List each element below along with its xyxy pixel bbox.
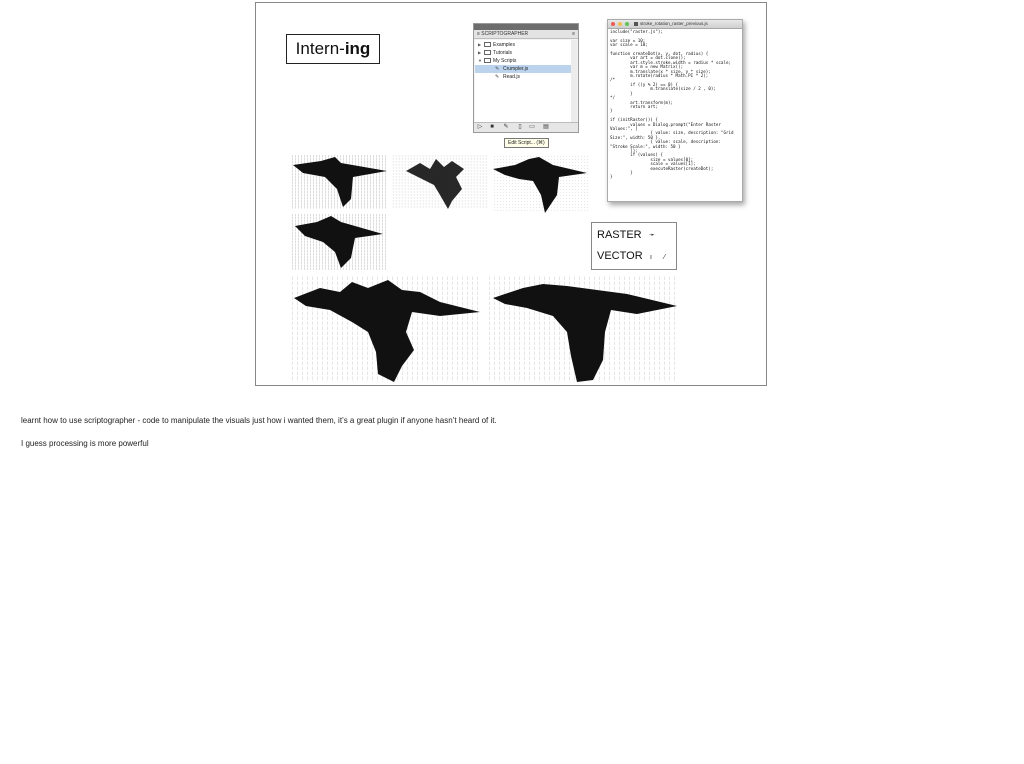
palette-scrollbar[interactable] [571,40,577,124]
folder-icon [484,58,491,63]
vector-art-panel-large-2 [487,276,677,382]
list-item-my-scripts[interactable] [478,57,570,65]
raster-art-panel-3 [493,155,589,213]
list-item-label: Tutorials [493,50,512,56]
raster-vector-legend [591,222,677,270]
vector-art-panel-large-1 [290,276,480,382]
vector-tick-icon: ı [650,254,652,261]
palette-title: ≡ SCRIPTOGRAPHER [477,31,529,37]
folder-icon [484,42,491,47]
list-item-examples[interactable] [478,41,570,49]
new-file-icon[interactable]: ▯ [518,124,522,130]
raster-art-panel-4 [291,214,387,270]
raster-art-panel-1 [291,155,387,209]
stop-icon[interactable]: ■ [490,124,494,130]
list-item-label: Crumpler.js [503,66,529,72]
edit-script-tooltip: Edit Script... (⌘) [504,138,549,148]
code-filename: stroke_rotation_raster_previous.js [640,21,708,26]
expand-triangle-icon[interactable]: ▶ [478,50,482,55]
list-item-label: Read.js [503,74,520,80]
palette-tab[interactable] [474,30,578,39]
slide-canvas [255,2,767,386]
slide-title [286,34,380,64]
script-pen-icon: ✎ [495,74,500,80]
speaker-note-line-1: learnt how to use scriptographer - code to manipulate the visuals just how i wanted them, it’s a great plugin if anyone hasn’t heard of it. [21,416,497,425]
title-regular: Intern- [295,39,345,58]
vector-label: VECTOR [597,250,643,262]
scriptographer-palette [473,23,579,133]
menu-icon[interactable]: ≡ [572,31,575,37]
code-text[interactable]: include("raster.js"); var size = 10; var scale = 10; function createDot(x, y, dot, radius) { var art = dot.clone(); art.style.stroke.width = radius * scale; var m = new Matrix(); m.translate(x * size, y * size); m.rotate(radius * Math.PI * 2); /* if ((y % 2) == 0) { m.translate(size / 2 , 0); } */ art.transform(m); return art; } if (initRaster()) { values = Dialog.prompt("Enter Raster Values:", [ { value: size, description: "Grid Size:", width: 50 }, { value: scale, description: "Stroke Scale:", width: 50 } ]); if (values) { size = values[0]; scale = values[1]; executeRaster(createDot); } } [610,29,734,180]
code-window-titlebar[interactable] [608,20,742,29]
expand-triangle-icon[interactable]: ▶ [478,42,482,47]
list-item-read[interactable] [495,73,567,81]
edit-icon[interactable]: ✎ [503,124,509,130]
console-icon[interactable]: ▤ [543,124,549,130]
script-pen-icon: ✎ [495,66,500,72]
raster-arrow-icon: ➛ [649,232,655,239]
vector-slash-icon: ⁄ [664,254,666,261]
close-icon[interactable] [611,22,615,26]
list-item-tutorials[interactable] [478,49,570,57]
folder-icon [484,50,491,55]
script-list [475,40,572,124]
list-item-crumpler[interactable] [475,65,571,73]
collapse-triangle-icon[interactable]: ▼ [478,58,482,63]
minimize-icon[interactable] [618,22,622,26]
palette-toolbar [474,122,578,132]
list-item-label: My Scripts [493,58,517,64]
code-editor-window [607,19,743,202]
raster-label: RASTER [597,229,642,241]
zoom-icon[interactable] [625,22,629,26]
play-icon[interactable]: ▷ [477,124,483,130]
file-icon [634,22,638,26]
folder-icon[interactable]: ▭ [529,124,535,130]
title-bold: ing [344,39,371,58]
list-item-label: Examples [493,42,515,48]
raster-art-panel-2 [392,155,488,209]
speaker-note-line-2: I guess processing is more powerful [21,439,149,448]
